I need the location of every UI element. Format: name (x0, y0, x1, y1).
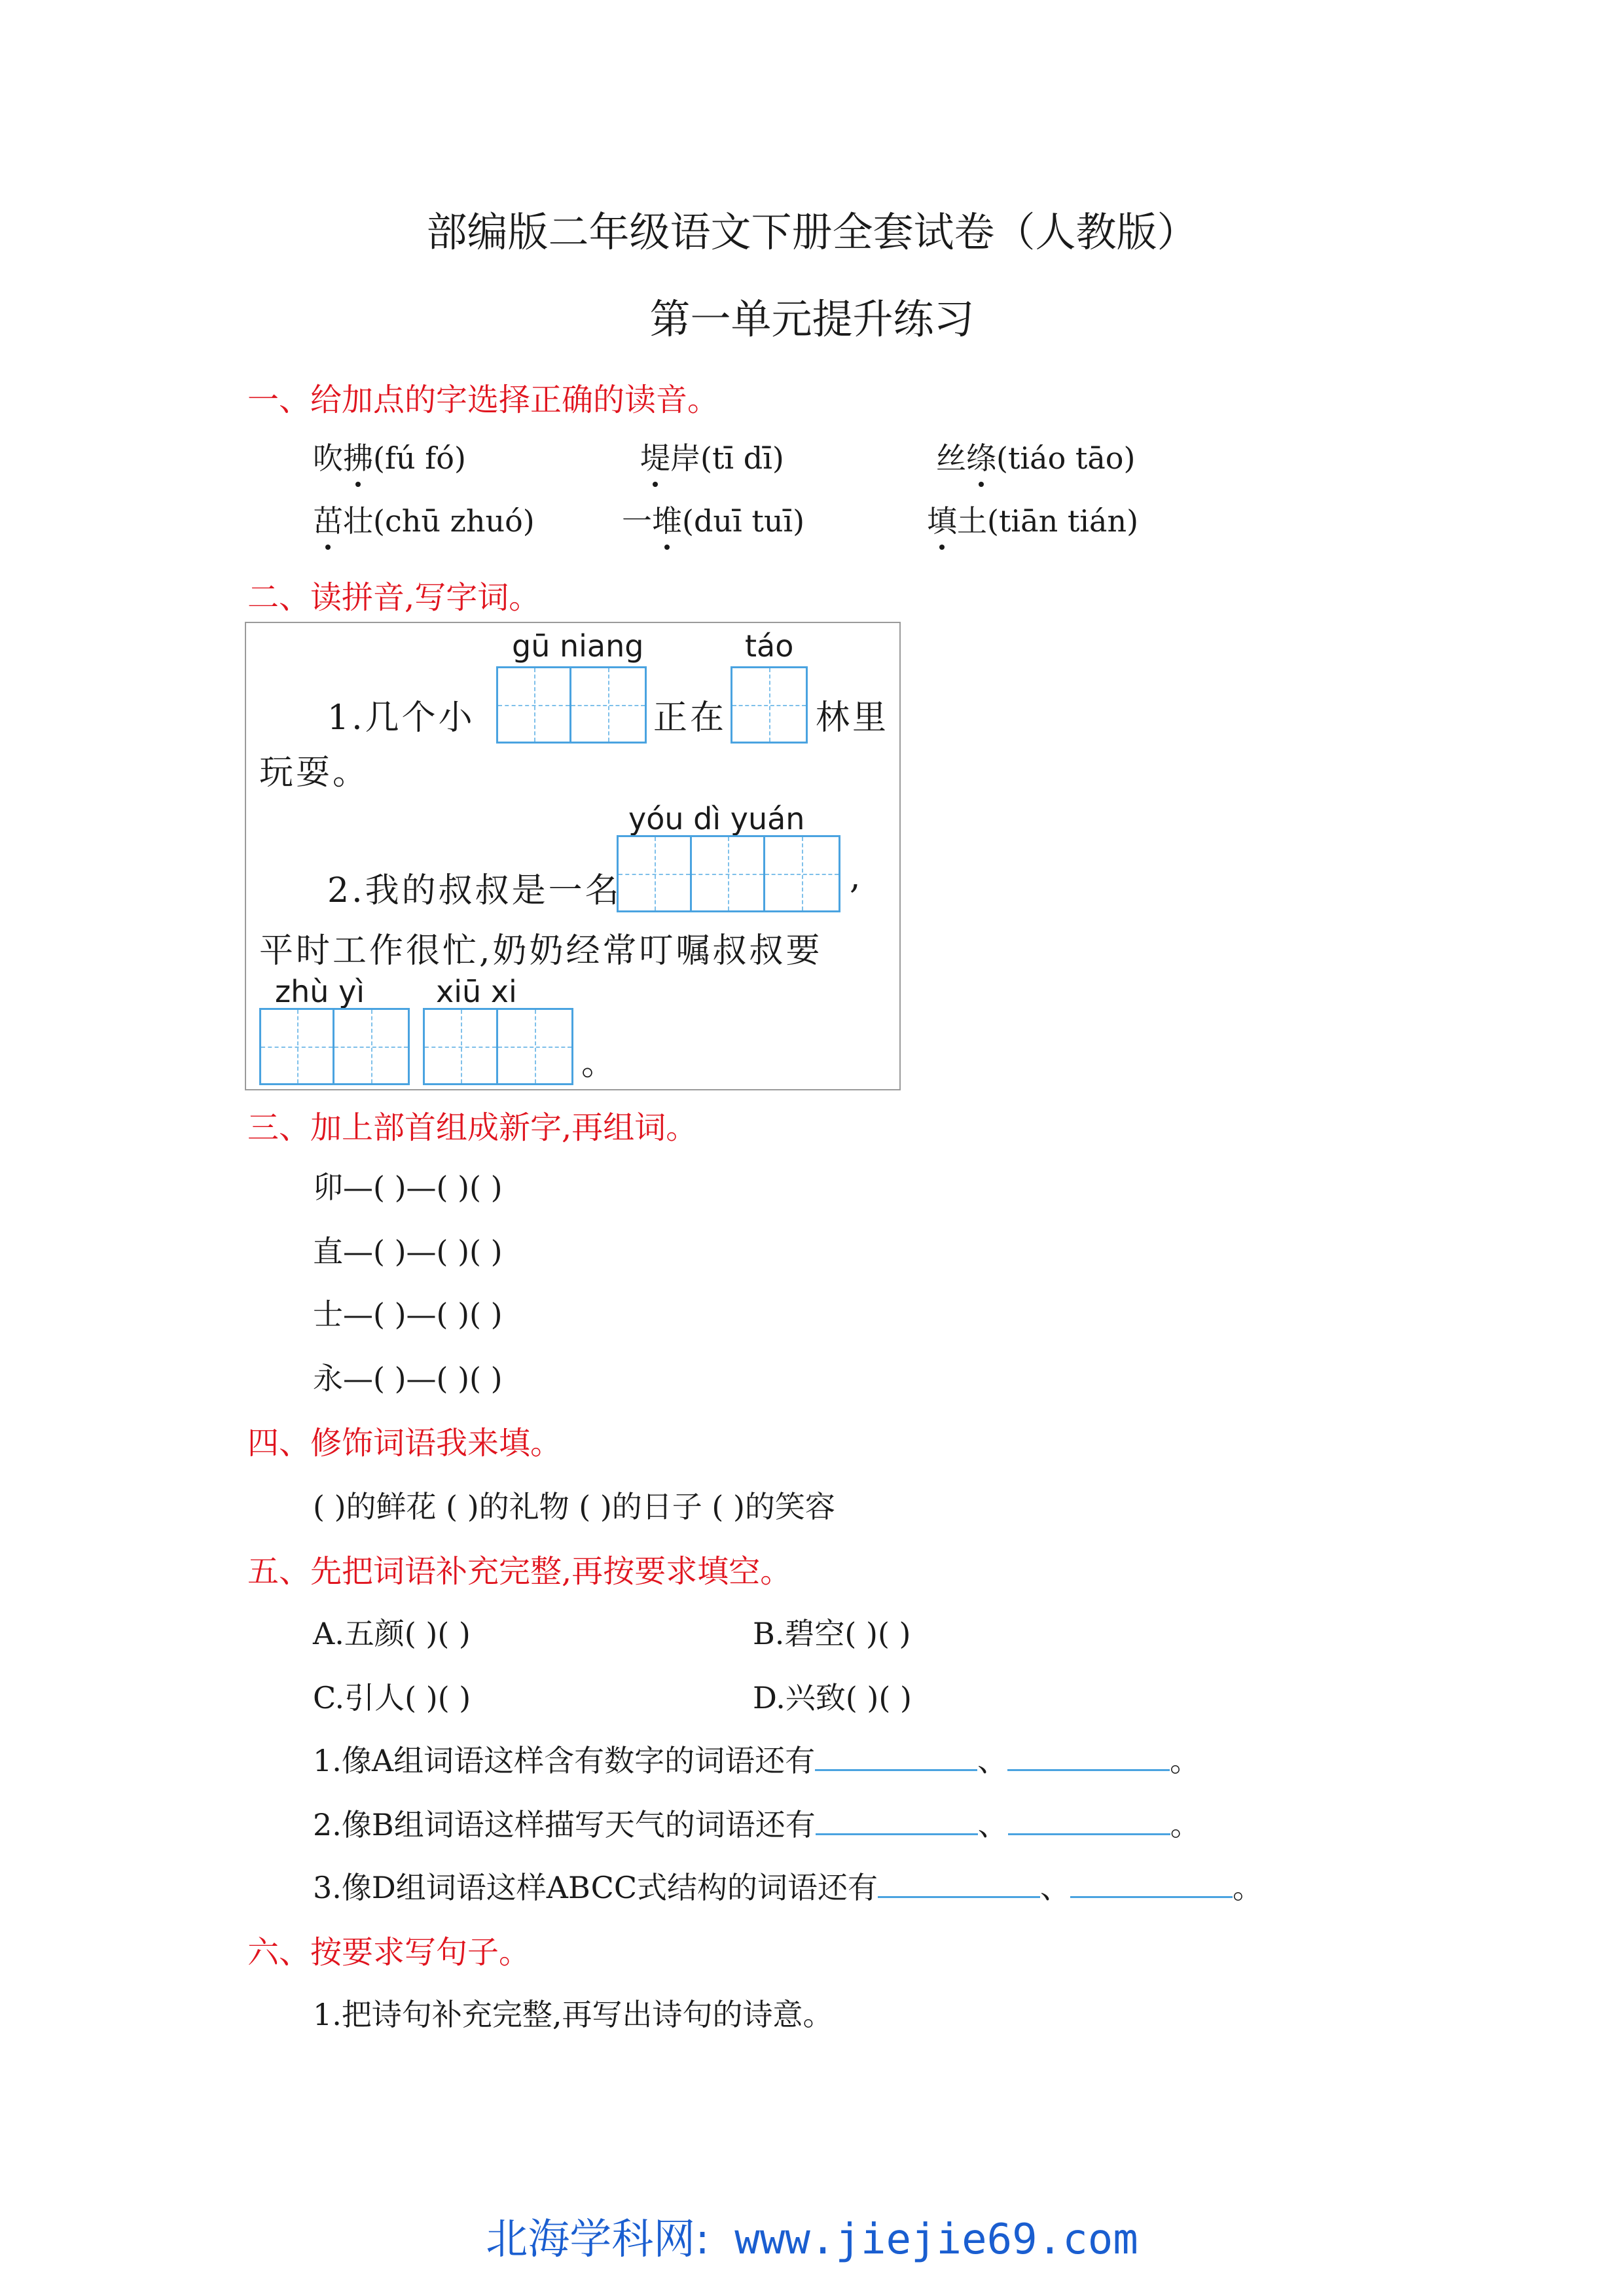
page-title: 部编版二年级语文下册全套试卷（人教版） (426, 208, 1198, 256)
sentence-text: , (850, 857, 863, 897)
idiom-d[interactable]: D.兴致( )( ) (753, 1680, 912, 1715)
sentence-text: 。 (581, 1044, 619, 1083)
radical-row[interactable]: 卯—( )—( )( ) (313, 1170, 503, 1205)
sentence-text: 正在 (653, 698, 727, 738)
pinyin-label: yóu dì yuán (628, 801, 805, 836)
writing-grid[interactable] (259, 1008, 410, 1085)
fill-question-2: 2.像B组词语这样描写天气的词语还有 、 。 (313, 1807, 1200, 1842)
pinyin-label: táo (745, 628, 794, 664)
unit-title: 第一单元提升练习 (649, 295, 975, 343)
answer-blank[interactable] (815, 1743, 977, 1771)
answer-blank[interactable] (1007, 1743, 1170, 1771)
answer-blank[interactable] (1070, 1870, 1233, 1898)
sentence-text: 玩耍。 (259, 753, 370, 793)
fill-question-3: 3.像D组词语这样ABCC式结构的词语还有 、 。 (313, 1870, 1263, 1905)
sentence-text: 1.几个小 (327, 698, 475, 738)
radical-row[interactable]: 士—( )—( )( ) (313, 1297, 503, 1332)
answer-blank[interactable] (878, 1870, 1040, 1898)
section-6-heading: 六、按要求写句子。 (247, 1934, 531, 1971)
sentence-text: 林里 (816, 698, 890, 738)
radical-row[interactable]: 直—( )—( )( ) (313, 1234, 503, 1269)
idiom-a[interactable]: A.五颜( )( ) (313, 1616, 471, 1651)
section-2-heading: 二、读拼音,写字词。 (247, 579, 541, 616)
pinyin-item: 吹拂(fú fó) (313, 435, 466, 478)
answer-blank[interactable] (816, 1807, 978, 1835)
writing-grid[interactable] (617, 835, 840, 912)
pinyin-item: 填土(tiān tián) (927, 497, 1138, 541)
pinyin-item: 一堆(duī tuī) (622, 497, 804, 541)
sentence-text: 平时工作很忙,奶奶经常叮嘱叔叔要 (259, 931, 823, 971)
section-3-heading: 三、加上部首组成新字,再组词。 (247, 1109, 698, 1146)
sentence-question-1: 1.把诗句补充完整,再写出诗句的诗意。 (313, 1997, 833, 2032)
pinyin-label: gū niang (512, 628, 644, 664)
writing-exercise-box (245, 622, 901, 1090)
writing-grid[interactable] (423, 1008, 573, 1085)
modifier-line[interactable]: ( )的鲜花 ( )的礼物 ( )的日子 ( )的笑容 (313, 1489, 835, 1524)
footer-watermark: 北海学科网: www.jiejie69.com (486, 2215, 1138, 2264)
fill-question-1: 1.像A组词语这样含有数字的词语还有 、 。 (313, 1743, 1200, 1778)
writing-grid[interactable] (731, 666, 808, 744)
idiom-b[interactable]: B.碧空( )( ) (753, 1616, 911, 1651)
radical-row[interactable]: 永—( )—( )( ) (313, 1361, 503, 1396)
pinyin-item: 丝绦(tiáo tāo) (936, 435, 1135, 478)
pinyin-item: 茁壮(chū zhuó) (313, 497, 535, 541)
idiom-c[interactable]: C.引人( )( ) (313, 1680, 471, 1715)
section-1-heading: 一、给加点的字选择正确的读音。 (247, 382, 719, 418)
sentence-text: 2.我的叔叔是一名 (327, 871, 622, 910)
section-4-heading: 四、修饰词语我来填。 (247, 1425, 562, 1462)
pinyin-item: 堤岸(tī dī) (640, 435, 784, 478)
pinyin-label: xiū xi (436, 974, 517, 1009)
pinyin-label: zhù yì (275, 974, 365, 1009)
writing-grid[interactable] (496, 666, 647, 744)
section-5-heading: 五、先把词语补充完整,再按要求填空。 (247, 1553, 792, 1590)
answer-blank[interactable] (1008, 1807, 1170, 1835)
